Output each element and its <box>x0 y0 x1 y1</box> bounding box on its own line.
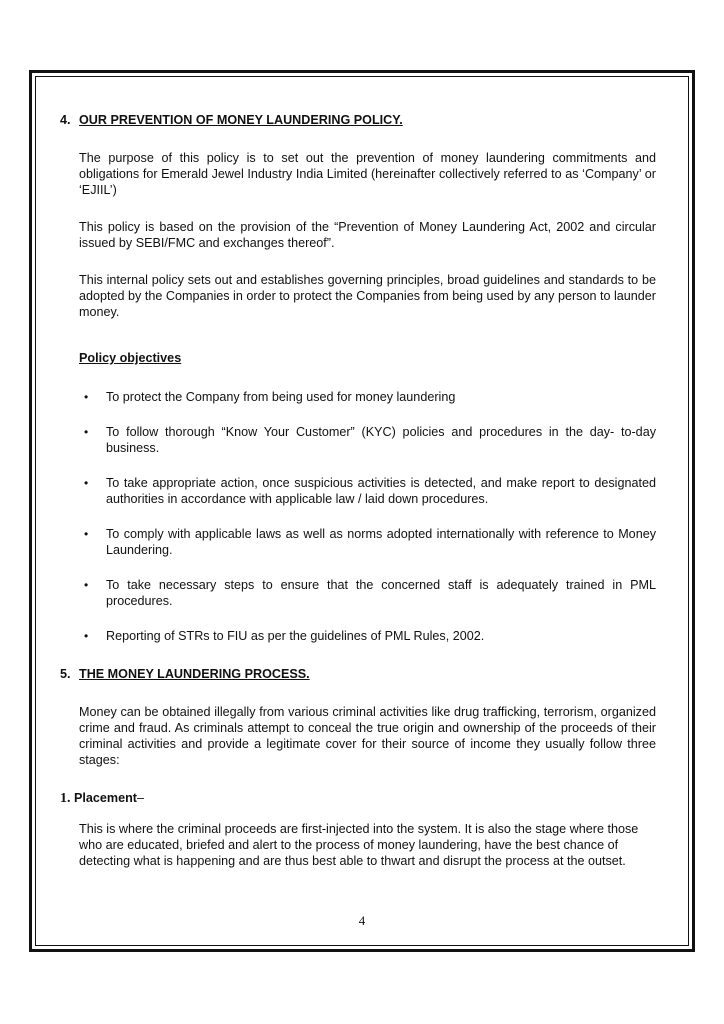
bullet: • <box>84 390 89 404</box>
section-5-title: THE MONEY LAUNDERING PROCESS. <box>79 667 310 681</box>
document-body <box>60 108 656 869</box>
bullet: • <box>84 425 89 439</box>
section-4-title: OUR PREVENTION OF MONEY LAUNDERING POLICY. <box>79 113 403 127</box>
section-4-paragraph-1: The purpose of this policy is to set out the prevention of money laundering commitments and obligations for Emerald Jewel Industry India Limited (hereinafter collectively referred to as ‘Company’ or ‘EJIIL’) <box>79 151 656 197</box>
list-item: • To comply with applicable laws as well as norms adopted internationally with reference to Money Laundering. <box>84 527 656 557</box>
placement-title: Placement <box>74 791 137 805</box>
section-4-number: 4. <box>60 113 71 127</box>
section-5-heading <box>60 666 656 682</box>
placement-number: 1. <box>60 791 71 806</box>
list-item: • Reporting of STRs to FIU as per the guidelines of PML Rules, 2002. <box>84 629 485 643</box>
section-5-number: 5. <box>60 667 71 681</box>
section-4-paragraph-3: This internal policy sets out and establishes governing principles, broad guidelines and standards to be adopted by the Companies in order to protect the Companies from being used by any person to launder money. <box>79 273 656 319</box>
bullet: • <box>84 578 89 592</box>
bullet: • <box>84 629 89 643</box>
placement-heading <box>60 790 656 807</box>
bullet: • <box>84 476 89 490</box>
placement-dash: – <box>137 791 145 805</box>
placement-paragraph: This is where the criminal proceeds are first-injected into the system. It is also the stage where those who are educated, briefed and alert to the process of money laundering, have the best chance of detecting what is happening and are thus best able to thwart and disrupt the process at the outset. <box>79 822 639 868</box>
policy-objectives-heading: Policy objectives <box>79 351 182 365</box>
section-5-paragraph: Money can be obtained illegally from various criminal activities like drug trafficking, terrorism, organized crime and fraud. As criminals attempt to conceal the true origin and ownership of the proceeds of their criminal activities and provide a legitimate cover for their source of income they usually follow three stages: <box>79 705 656 767</box>
list-item: • To take necessary steps to ensure that the concerned staff is adequately trained in PML procedures. <box>84 578 656 608</box>
section-4-heading <box>60 112 656 128</box>
list-item: • To take appropriate action, once suspicious activities is detected, and make report to designated authorities in accordance with applicable law / laid down procedures. <box>84 476 656 506</box>
list-item: • To follow thorough “Know Your Customer” (KYC) policies and procedures in the day- to-day business. <box>84 425 656 455</box>
bullet: • <box>84 527 89 541</box>
objectives-list <box>60 389 656 644</box>
page-number: 4 <box>358 913 366 928</box>
list-item: • To protect the Company from being used for money laundering <box>84 390 456 404</box>
section-4-paragraph-2: This policy is based on the provision of the “Prevention of Money Laundering Act, 2002 and circular issued by SEBI/FMC and exchanges thereof”. <box>79 220 656 250</box>
